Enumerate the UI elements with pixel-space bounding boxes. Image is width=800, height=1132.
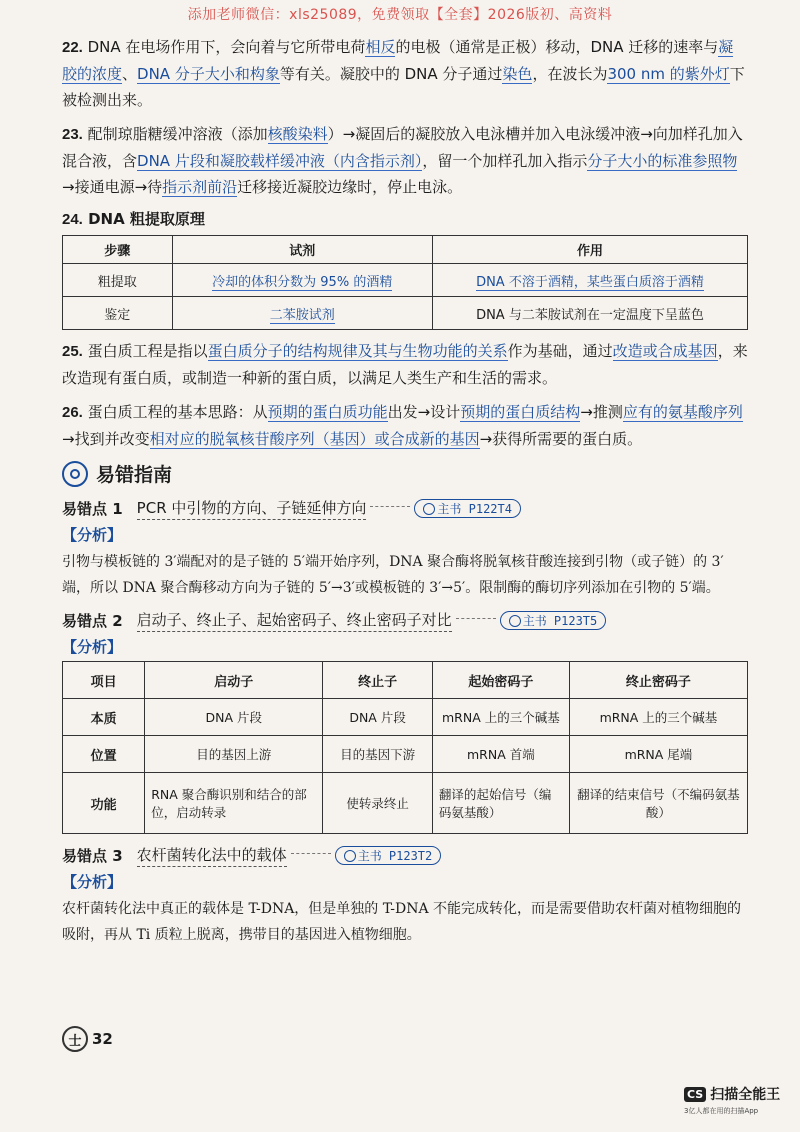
watermark: 添加老师微信：xls25089，免费领取【全套】2026版初、高资料: [187, 7, 613, 23]
table-cell: DNA 片段: [145, 699, 323, 736]
table-cell: 功能: [63, 773, 145, 834]
table-cell: 目的基因上游: [145, 736, 323, 773]
pitfall-3-heading: 易错点 3 农杆菌转化法中的载体 主书 P123T2: [62, 844, 748, 867]
table-row: [63, 736, 748, 773]
camscanner-logo-icon: CS: [684, 1087, 706, 1102]
table-cell: 鉴定: [63, 297, 173, 330]
table-cell: 目的基因下游: [323, 736, 433, 773]
table-header-row: [63, 236, 748, 264]
table-cell: 使转录终止: [323, 773, 433, 834]
analysis-label: 【分析】: [62, 526, 123, 544]
item-26: 26. 蛋白质工程的基本思路：从预期的蛋白质功能出发→设计预期的蛋白质结构→推测应有的氨基酸序列→找到并改变相对应的脱氧核苷酸序列（基因）或合成新的基因→获得所需要的蛋白质。: [62, 403, 743, 448]
table-cell: 粗提取: [63, 264, 173, 297]
table-cell: DNA 不溶于酒精，某些蛋白质溶于酒精: [432, 264, 747, 297]
guide-heading: 易错指南: [62, 460, 748, 487]
comparison-table: [62, 661, 748, 834]
page-badge-icon: 士: [62, 1026, 88, 1052]
magnifier-icon: [509, 615, 521, 627]
table-cell: 翻译的起始信号（编码氨基酸）: [432, 773, 569, 834]
table-header: 启动子: [145, 662, 323, 699]
table-cell: 翻译的结束信号（不编码氨基酸）: [569, 773, 747, 834]
table-cell: DNA 片段: [323, 699, 433, 736]
table-row: [63, 297, 748, 330]
pitfall-1-heading: 易错点 1 PCR 中引物的方向、子链延伸方向 主书 P122T4: [62, 497, 748, 520]
table-cell: mRNA 上的三个碱基: [432, 699, 569, 736]
dna-extraction-table: [62, 235, 748, 330]
table-cell: 本质: [63, 699, 145, 736]
pitfall-1-text: 引物与模板链的 3′端配对的是子链的 5′端开始序列，DNA 聚合酶将脱氧核苷酸连接到引物（或子链）的 3′端，所以 DNA 聚合酶移动方向为子链的 5′→3′或模板链的 3′→5′。限制酶的酶切序列添加在引物的 5′端。: [62, 554, 724, 596]
dotted-leader: [370, 506, 410, 507]
page-number: 士 32: [62, 1026, 113, 1052]
table-header: 起始密码子: [432, 662, 569, 699]
analysis-label: 【分析】: [62, 638, 123, 656]
table-cell: DNA 与二苯胺试剂在一定温度下呈蓝色: [432, 297, 747, 330]
pitfall-3-text: 农杆菌转化法中真正的载体是 T-DNA，但是单独的 T-DNA 不能完成转化，而是需要借助农杆菌对植物细胞的吸附，再从 Ti 质粒上脱离，携带目的基因进入植物细胞。: [62, 901, 742, 943]
item-25: 25. 蛋白质工程是指以蛋白质分子的结构规律及其与生物功能的关系作为基础，通过改造或合成基因，来改造现有蛋白质，或制造一种新的蛋白质，以满足人类生产和生活的需求。: [62, 342, 748, 387]
gear-icon: [62, 461, 88, 487]
magnifier-icon: [344, 850, 356, 862]
table-row: [63, 264, 748, 297]
dotted-leader: [291, 853, 331, 854]
main-book-ref-link[interactable]: 主书 P123T2: [335, 846, 442, 865]
pitfall-2-heading: 易错点 2 启动子、终止子、起始密码子、终止密码子对比 主书 P123T5: [62, 609, 748, 632]
scanner-brand: CS 扫描全能王 3亿人都在用的扫描App: [684, 1087, 781, 1115]
table-header-row: [63, 662, 748, 699]
page-content: [62, 34, 748, 956]
table-row: [63, 699, 748, 736]
table-header: 步骤: [63, 236, 173, 264]
item-24-heading: 24. DNA 粗提取原理: [62, 210, 205, 228]
table-cell: mRNA 尾端: [569, 736, 747, 773]
table-header: 终止子: [323, 662, 433, 699]
table-cell: RNA 聚合酶识别和结合的部位，启动转录: [145, 773, 323, 834]
table-cell: mRNA 首端: [432, 736, 569, 773]
magnifier-icon: [423, 503, 435, 515]
item-23: 23. 配制琼脂糖缓冲溶液（添加核酸染料）→凝固后的凝胶放入电泳槽并加入电泳缓冲液→向加样孔加入混合液，含DNA 片段和凝胶载样缓冲液（内含指示剂），留一个加样孔加入指示分子大小的标准参照物→接通电源→待指示剂前沿迁移接近凝胶边缘时，停止电泳。: [62, 125, 743, 196]
main-book-ref-link[interactable]: 主书 P122T4: [414, 499, 521, 518]
table-cell: 冷却的体积分数为 95% 的酒精: [172, 264, 432, 297]
table-row: [63, 773, 748, 834]
analysis-label: 【分析】: [62, 873, 123, 891]
table-header: 项目: [63, 662, 145, 699]
item-22: 22. DNA 在电场作用下，会向着与它所带电荷相反的电极（通常是正极）移动，DNA 迁移的速率与凝胶的浓度、DNA 分子大小和构象等有关。凝胶中的 DNA 分子通过染色，在波长为300 nm 的紫外灯下被检测出来。: [62, 38, 745, 109]
table-cell: 二苯胺试剂: [172, 297, 432, 330]
table-cell: 位置: [63, 736, 145, 773]
main-book-ref-link[interactable]: 主书 P123T5: [500, 611, 607, 630]
table-header: 终止密码子: [569, 662, 747, 699]
table-header: 试剂: [172, 236, 432, 264]
table-cell: mRNA 上的三个碱基: [569, 699, 747, 736]
dotted-leader: [456, 618, 496, 619]
table-header: 作用: [432, 236, 747, 264]
